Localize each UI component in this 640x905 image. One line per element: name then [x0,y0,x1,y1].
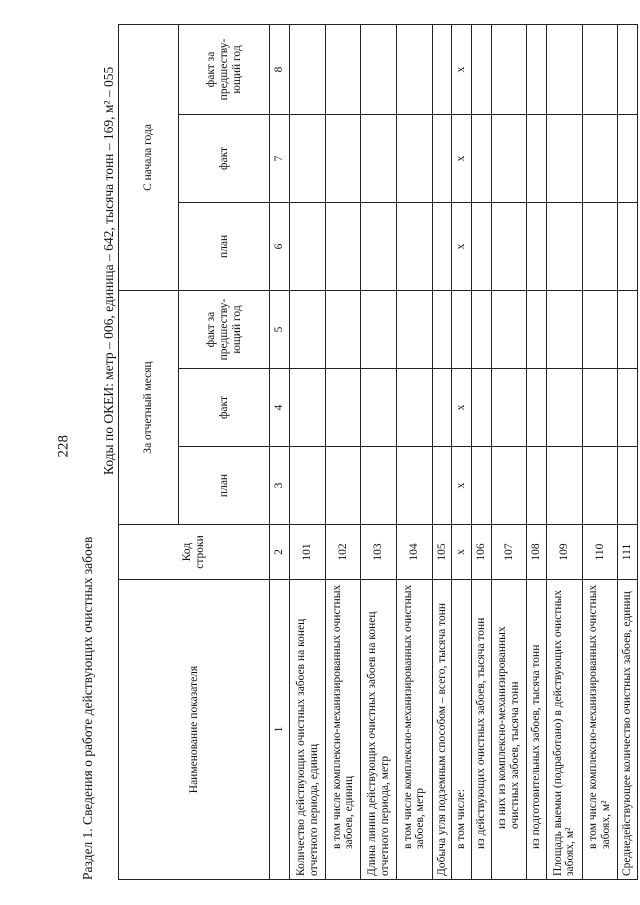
column-number: 7 [270,114,290,202]
row-code: 110 [582,525,618,580]
value-cell[interactable] [290,202,326,290]
value-cell[interactable] [582,24,618,114]
value-cell[interactable] [491,447,527,525]
okei-codes-line: Коды по ОКЕИ: метр – 006, единица – 642, тысяча тонн – 169, м² – 055 [101,66,116,475]
header-fact-year: факт [179,114,270,202]
value-cell[interactable] [491,24,527,114]
value-cell[interactable] [290,447,326,525]
value-cell[interactable] [472,202,492,290]
value-cell[interactable] [527,290,547,368]
value-cell[interactable] [472,114,492,202]
value-cell[interactable] [290,24,326,114]
column-number: 3 [270,447,290,525]
value-cell[interactable] [618,447,638,525]
table-row [452,24,472,879]
coal-face-report-table [118,24,638,880]
table-row [618,24,638,879]
indicator-name: из действующих очистных забоев, тысяча тонн [472,580,492,880]
value-cell[interactable] [432,202,452,290]
value-cell[interactable] [491,114,527,202]
value-cell[interactable] [361,114,397,202]
value-cell[interactable] [361,447,397,525]
header-reporting-month: За отчетный месяц [119,290,179,524]
value-cell[interactable] [290,290,326,368]
value-cell[interactable]: х [452,114,472,202]
value-cell[interactable] [397,290,433,368]
header-since-year-start: С начала года [119,24,179,290]
value-cell[interactable] [618,290,638,368]
value-cell[interactable] [472,290,492,368]
indicator-name: в том числе комплексно-механизированных очистных забоев, единиц [325,580,361,880]
value-cell[interactable] [290,114,326,202]
value-cell[interactable] [527,24,547,114]
value-cell[interactable] [432,447,452,525]
section-title: Раздел 1. Сведения о работе действующих очистных забоев [80,536,95,880]
column-numbers-row [270,24,290,879]
column-number: 8 [270,24,290,114]
row-code: х [452,525,472,580]
indicator-name: в том числе комплексно-механизированных очистных забоях, м² [582,580,618,880]
value-cell[interactable] [432,114,452,202]
indicator-name: Количество действующих очистных забоев на конец отчетного периода, единиц [290,580,326,880]
row-code: 111 [618,525,638,580]
row-code: 108 [527,525,547,580]
table-row [290,24,326,879]
table-row [432,24,452,879]
header-plan-month: план [179,447,270,525]
table-row [472,24,492,879]
value-cell[interactable] [547,114,583,202]
value-cell[interactable] [547,290,583,368]
value-cell[interactable] [325,369,361,447]
table-body [290,24,638,879]
value-cell[interactable] [618,202,638,290]
value-cell[interactable] [491,202,527,290]
header-fact-prev-year-month: факт за предшеству-ющий год [179,290,270,368]
header-plan-year: план [179,202,270,290]
table-row [582,24,618,879]
value-cell[interactable] [618,369,638,447]
row-code: 106 [472,525,492,580]
value-cell[interactable] [527,369,547,447]
value-cell[interactable] [527,202,547,290]
value-cell[interactable] [432,24,452,114]
value-cell[interactable] [491,369,527,447]
column-number: 4 [270,369,290,447]
value-cell[interactable] [397,447,433,525]
header-row-code: Код строки [119,525,270,580]
value-cell[interactable] [472,24,492,114]
header-indicator-name: Наименование показателя [119,580,270,880]
row-code: 107 [491,525,527,580]
table-row [527,24,547,879]
value-cell[interactable] [547,202,583,290]
value-cell[interactable] [582,202,618,290]
value-cell[interactable] [582,290,618,368]
value-cell[interactable] [527,114,547,202]
value-cell[interactable] [361,369,397,447]
value-cell[interactable] [325,290,361,368]
table-row [361,24,397,879]
indicator-name: в том числе: [452,580,472,880]
value-cell[interactable] [582,447,618,525]
value-cell[interactable] [582,114,618,202]
value-cell[interactable] [472,369,492,447]
value-cell[interactable] [325,24,361,114]
value-cell[interactable]: х [452,24,472,114]
indicator-name: Площадь выемки (подработано) в действующих очистных забоях, м² [547,580,583,880]
row-code: 105 [432,525,452,580]
row-code: 109 [547,525,583,580]
value-cell[interactable] [361,202,397,290]
value-cell[interactable]: х [452,447,472,525]
row-code: 104 [397,525,433,580]
indicator-name: Среднедействующее количество очистных забоев, единиц [618,580,638,880]
value-cell[interactable]: х [452,369,472,447]
value-cell[interactable] [547,369,583,447]
column-number: 6 [270,202,290,290]
indicator-name: в том числе комплексно-механизированных очистных забоев, метр [397,580,433,880]
page-number: 228 [55,435,72,458]
indicator-name: из них из комплексно-механизированных очистных забоев, тысяча тонн [491,580,527,880]
row-code: 102 [325,525,361,580]
value-cell[interactable] [325,114,361,202]
column-number: 2 [270,525,290,580]
indicator-name: из подготовительных забоев, тысяча тонн [527,580,547,880]
header-fact-prev-year-year: факт за предшеству-ющий год [179,24,270,114]
value-cell[interactable] [325,202,361,290]
header-fact-month: факт [179,369,270,447]
value-cell[interactable] [491,290,527,368]
table-row [325,24,361,879]
value-cell[interactable] [361,290,397,368]
indicator-name: Добыча угля подземным способом – всего, тысяча тонн [432,580,452,880]
value-cell[interactable] [582,369,618,447]
value-cell[interactable]: х [452,202,472,290]
table-row [491,24,527,879]
value-cell[interactable] [325,447,361,525]
value-cell[interactable] [432,290,452,368]
value-cell[interactable] [361,24,397,114]
value-cell[interactable] [397,114,433,202]
table-row [547,24,583,879]
row-code: 103 [361,525,397,580]
value-cell[interactable] [397,202,433,290]
value-cell[interactable] [547,24,583,114]
value-cell[interactable] [472,447,492,525]
value-cell[interactable] [452,290,472,368]
value-cell[interactable] [618,114,638,202]
table-row [397,24,433,879]
column-number: 5 [270,290,290,368]
value-cell[interactable] [397,24,433,114]
value-cell[interactable] [618,24,638,114]
value-cell[interactable] [527,447,547,525]
rotated-page [80,20,640,890]
value-cell[interactable] [432,369,452,447]
column-number: 1 [270,580,290,880]
value-cell[interactable] [290,369,326,447]
row-code: 101 [290,525,326,580]
indicator-name: Длина линии действующих очистных забоев на конец отчетного периода, метр [361,580,397,880]
value-cell[interactable] [397,369,433,447]
value-cell[interactable] [547,447,583,525]
